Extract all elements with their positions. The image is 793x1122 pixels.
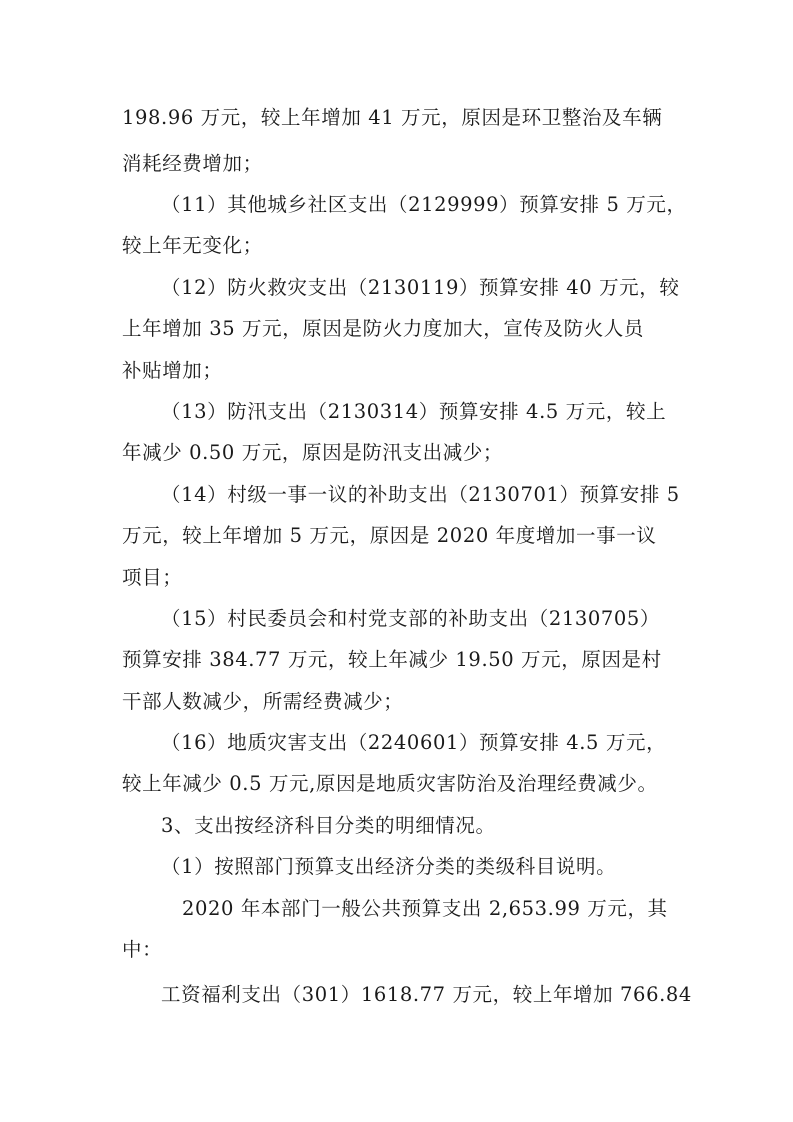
text-line: 2020 年本部门一般公共预算支出 2,653.99 万元，其 — [182, 897, 668, 920]
text-line: 较上年无变化； — [122, 234, 263, 257]
text-line: 中： — [122, 938, 163, 961]
text-line: （14）村级一事一议的补助支出（2130701）预算安排 5 — [161, 483, 680, 506]
text-line: （15）村民委员会和村党支部的补助支出（2130705） — [161, 607, 660, 630]
text-line: （12）防火救灾支出（2130119）预算安排 40 万元，较 — [161, 276, 680, 299]
subsection-heading: （1）按照部门预算支出经济分类的类级科目说明。 — [161, 855, 617, 878]
text-line: 较上年减少 0.5 万元,原因是地质灾害防治及治理经费减少。 — [122, 772, 658, 795]
section-heading: 3、支出按经济科目分类的明细情况。 — [161, 814, 496, 837]
text-line: 工资福利支出（301）1618.77 万元，较上年增加 766.84 — [161, 983, 692, 1006]
text-line: （13）防汛支出（2130314）预算安排 4.5 万元，较上 — [161, 400, 667, 423]
text-line: 补贴增加； — [122, 359, 223, 382]
text-line: 198.96 万元，较上年增加 41 万元，原因是环卫整治及车辆 — [122, 106, 663, 129]
text-line: 万元，较上年增加 5 万元，原因是 2020 年度增加一事一议 — [122, 524, 657, 547]
text-line: 项目； — [122, 566, 183, 589]
text-line: 消耗经费增加； — [122, 152, 263, 175]
text-line: 预算安排 384.77 万元，较上年减少 19.50 万元，原因是村 — [122, 648, 662, 671]
text-line: 干部人数减少，所需经费减少； — [122, 690, 404, 713]
text-line: 年减少 0.50 万元，原因是防汛支出减少； — [122, 441, 504, 464]
text-line: （11）其他城乡社区支出（2129999）预算安排 5 万元， — [161, 193, 687, 216]
text-line: （16）地质灾害支出（2240601）预算安排 4.5 万元， — [161, 731, 667, 754]
text-line: 上年增加 35 万元，原因是防火力度加大，宣传及防火人员 — [122, 317, 645, 340]
